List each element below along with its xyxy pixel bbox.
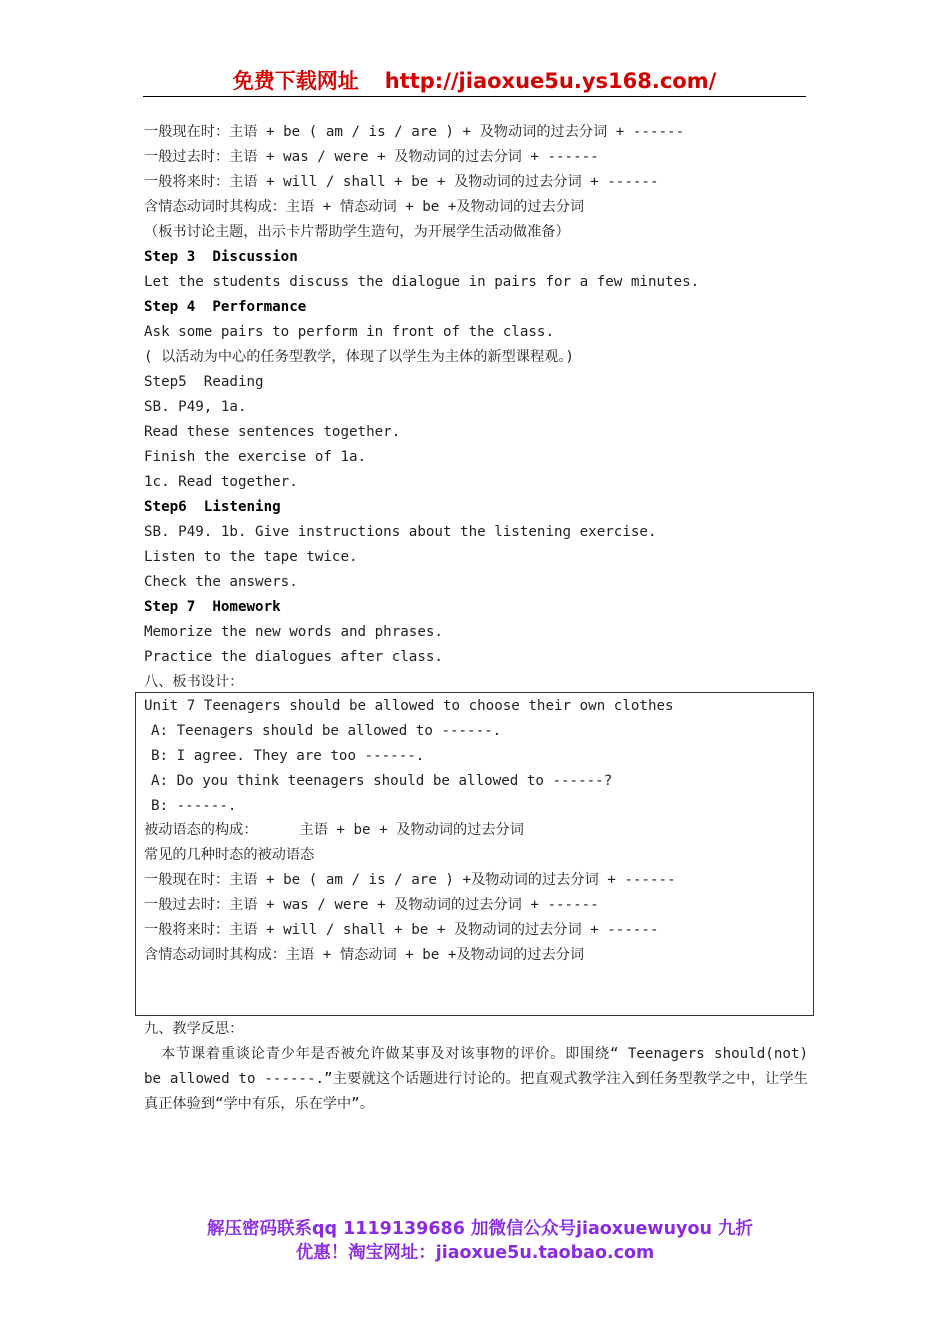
step-heading: Step 3 Discussion [144, 249, 298, 265]
passive-label: 被动语态的构成： [144, 822, 258, 839]
text-line: Let the students discuss the dialogue in pairs for a few minutes. [144, 274, 700, 290]
text-line: 一般将来时：主语 + will / shall + be + 及物动词的过去分词 + ------ [144, 174, 659, 190]
text-line: ( 以活动为中心的任务型教学，体现了以学生为主体的新型课程观。) [144, 349, 574, 365]
board-dialogue-line: B: ------. [151, 797, 237, 814]
reflection-paragraph: 本节课着重谈论青少年是否被允许做某事及对该事物的评价。即围绕“ Teenagers should(not) be allowed to ------.”主要就这个话题进行讨论的。把直观式教学注入到任务型教学之中，让学生真正体验到“学中有乐，乐在学中”。 [144, 1046, 808, 1112]
text-line: 八、板书设计： [144, 674, 244, 690]
board-dialogue-line: B: I agree. They are too ------. [151, 747, 425, 764]
text-line: SB. P49. 1b. Give instructions about the listening exercise. [144, 524, 657, 540]
text-line: Read these sentences together. [144, 424, 401, 440]
text-line: Step5 Reading [144, 374, 264, 390]
page-footer [0, 1217, 950, 1265]
step-heading: Step 4 Performance [144, 299, 307, 315]
text-line: （板书讨论主题，出示卡片帮助学生造句，为开展学生活动做准备） [144, 224, 570, 240]
text-line: Finish the exercise of 1a. [144, 449, 367, 465]
passive-rule: 主语 + be + 及物动词的过去分词 [299, 822, 524, 839]
text-line: 含情态动词时其构成：主语 + 情态动词 + be +及物动词的过去分词 [144, 199, 585, 215]
reflection-section [144, 1017, 814, 1117]
tense-line: 含情态动词时其构成：主语 + 情态动词 + be +及物动词的过去分词 [144, 946, 585, 963]
text-line: Check the answers. [144, 574, 298, 590]
text-line: 一般现在时：主语 + be ( am / is / are ) + 及物动词的过去分词 + ------ [144, 124, 685, 140]
text-line: 1c. Read together. [144, 474, 298, 490]
page-header [143, 66, 806, 97]
tense-line: 一般现在时：主语 + be ( am / is / are ) +及物动词的过去分词 + ------ [144, 872, 676, 889]
board-title: Unit 7 Teenagers should be allowed to choose their own clothes [144, 698, 674, 714]
text-line: 一般过去时：主语 + was / were + 及物动词的过去分词 + ------ [144, 149, 599, 165]
tense-line: 一般过去时：主语 + was / were + 及物动词的过去分词 + ------ [144, 897, 599, 914]
footer-line-2: 优惠！淘宝网址：jiaoxue5u.taobao.com [295, 1243, 655, 1263]
lesson-steps [144, 120, 814, 695]
text-line: Practice the dialogues after class. [144, 649, 443, 665]
text-line: Listen to the tape twice. [144, 549, 358, 565]
step-heading: Step 7 Homework [144, 599, 281, 615]
footer-line-1: 解压密码联系qq 1119139686 加微信公众号jiaoxuewuyou 九折 [206, 1219, 754, 1239]
header-label: 免费下载网址 [232, 69, 359, 93]
text-line: SB. P49, 1a. [144, 399, 247, 415]
text-line: Memorize the new words and phrases. [144, 624, 443, 640]
step-heading: Step6 Listening [144, 499, 281, 515]
text-line: Ask some pairs to perform in front of the class. [144, 324, 554, 340]
tenses-title: 常见的几种时态的被动语态 [144, 847, 315, 864]
tense-line: 一般将来时：主语 + will / shall + be + 及物动词的过去分词 + ------ [144, 922, 659, 939]
reflection-heading: 九、教学反思： [144, 1021, 244, 1037]
blackboard-design-box [135, 692, 814, 1016]
passive-structure [144, 818, 813, 843]
board-dialogue-line: A: Teenagers should be allowed to ------. [151, 722, 502, 739]
board-dialogue-line: A: Do you think teenagers should be allowed to ------? [151, 772, 613, 789]
header-url-link[interactable]: http://jiaoxue5u.ys168.com/ [384, 69, 717, 93]
